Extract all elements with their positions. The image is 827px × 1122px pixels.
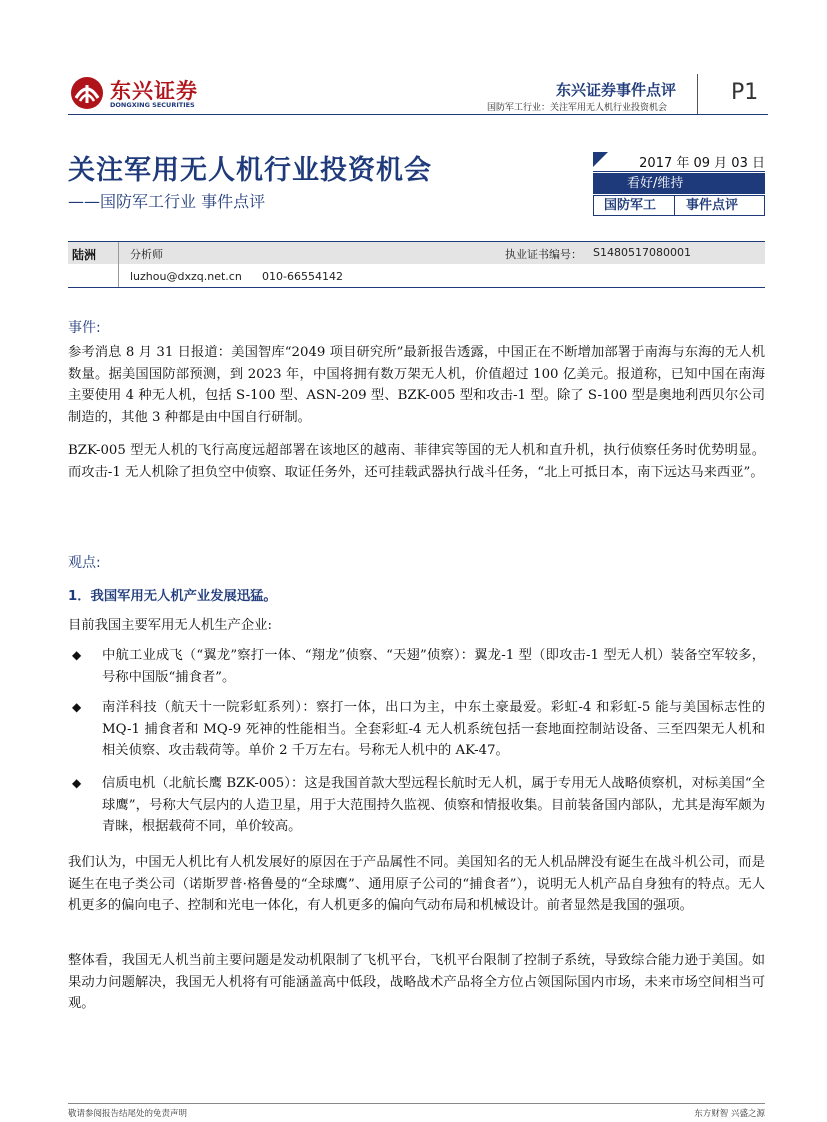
report-date: 2017 年 09 月 03 日 xyxy=(639,156,765,171)
footer-slogan: 东方财智 兴盛之源 xyxy=(694,1109,765,1119)
list-item: 中航工业成飞（“翼龙”察打一体、“翔龙”侦察、“天翅”侦察）：翼龙-1 型（即攻击-1 型无人机）装备空军较多，号称中国版“捕食者”。 xyxy=(102,648,765,685)
triangle-icon xyxy=(593,152,608,167)
logo xyxy=(70,76,200,112)
logo-english: DONGXING SECURITIES xyxy=(110,101,195,109)
analyst-role: 分析师 xyxy=(130,248,163,261)
rating-value: 看好/维持 xyxy=(627,176,684,191)
analyst-col-divider xyxy=(118,242,119,287)
point-1-heading: 1．我国军用无人机产业发展迅猛。 xyxy=(68,589,277,604)
date-row xyxy=(593,152,765,172)
bullet-diamond-icon: ◆ xyxy=(72,648,82,662)
bullet-diamond-icon: ◆ xyxy=(72,700,82,714)
industry-label: 国防军工 xyxy=(604,198,657,213)
category-divider xyxy=(674,196,675,215)
logo-name: 东兴证券 xyxy=(110,79,198,103)
footer-disclaimer[interactable]: 敬请参阅报告结尾处的免责声明 xyxy=(68,1109,188,1119)
analyst-email[interactable]: luzhou@dxzq.net.cn xyxy=(130,270,242,283)
analyst-phone: 010-66554142 xyxy=(262,270,343,283)
analyst-name: 陆洲 xyxy=(72,248,97,262)
rating-row xyxy=(593,173,765,194)
report-title: 关注军用无人机行业投资机会 xyxy=(68,155,432,186)
event-paragraph-1: 参考消息 8 月 31 日报道：美国智库“2049 项目研究所”最新报告透露，中国正在不断增加部署于南海与东海的无人机数量。据美国国防部预测，到 2023 年，中国将拥有数万架无人机，价值超过 100 亿美元。报道称，已知中国在南海主要使用 4 种无人机，包括 S-100 型、ASN-209 型、BZK-005 型和攻击-1 型。除了 S-100 型是奥地利西贝尔公司制造的，其他 3 种都是由中国自行研制。 xyxy=(68,345,765,425)
cert-number: S1480517080001 xyxy=(593,246,691,259)
analyst-top-rule xyxy=(68,241,765,242)
producers-intro: 目前我国主要军用无人机生产企业: xyxy=(68,618,272,633)
page-number: P1 xyxy=(731,80,759,105)
event-heading: 事件: xyxy=(68,320,101,336)
view-heading: 观点: xyxy=(68,555,101,571)
bullet-diamond-icon: ◆ xyxy=(72,776,82,790)
report-infobox xyxy=(593,152,765,216)
report-type-label: 事件点评 xyxy=(686,198,739,213)
report-series: 东兴证券事件点评 xyxy=(556,81,677,99)
logo-mark-icon xyxy=(70,76,104,110)
analyst-bottom-rule xyxy=(68,287,765,288)
event-paragraph-2: BZK-005 型无人机的飞行高度远超部署在该地区的越南、菲律宾等国的无人机和直升机，执行侦察任务时优势明显。而攻击-1 无人机除了担负空中侦察、取证任务外，还可挂载武器执行战斗任务，“北上可抵日本，南下远达马来西亚”。 xyxy=(68,443,765,480)
view-paragraph-1: 我们认为，中国无人机比有人机发展好的原因在于产品属性不同。美国知名的无人机品牌没有诞生在战斗机公司，而是诞生在电子类公司（诺斯罗普·格鲁曼的“全球鹰”、通用原子公司的“捕食者”），说明无人机产品自身独有的特点。无人机更多的偏向电子、控制和光电一体化，有人机更多的偏向气动布局和机械设计。前者显然是我国的强项。 xyxy=(68,855,765,913)
header-rule xyxy=(68,114,768,115)
view-paragraph-2: 整体看，我国无人机当前主要问题是发动机限制了飞机平台，飞机平台限制了控制子系统，导致综合能力逊于美国。如果动力问题解决，我国无人机将有可能涵盖高中低段，战略战术产品将全方位占领国际国内市场，未来市场空间相当可观。 xyxy=(68,953,765,1011)
category-row xyxy=(593,195,765,216)
list-item: 南洋科技（航天十一院彩虹系列）：察打一体，出口为主，中东土豪最爱。彩虹-4 和彩虹-5 能与美国标志性的 MQ-1 捕食者和 MQ-9 死神的性能相当。全套彩虹-4 无人机系统包括一套地面控制站设备、三至四架无人机和相关侦察、攻击载荷等。单价 2 千万左右。号称无人机中的 AK-47。 xyxy=(102,700,765,758)
header-divider xyxy=(697,74,698,114)
list-item: 信质电机（北航长鹰 BZK-005）：这是我国首款大型远程长航时无人机，属于专用无人战略侦察机，对标美国“全球鹰”，号称大气层内的人造卫星，用于大范围持久监视、侦察和情报收集。目前装备国内部队，尤其是海军颇为青睐，根据载荷不同，单价较高。 xyxy=(102,776,765,834)
report-subtitle: ——国防军工行业 事件点评 xyxy=(68,192,266,211)
footer-rule xyxy=(68,1103,765,1104)
cert-label: 执业证书编号： xyxy=(505,248,582,261)
report-series-sub: 国防军工行业：关注军用无人机行业投资机会 xyxy=(487,103,668,113)
